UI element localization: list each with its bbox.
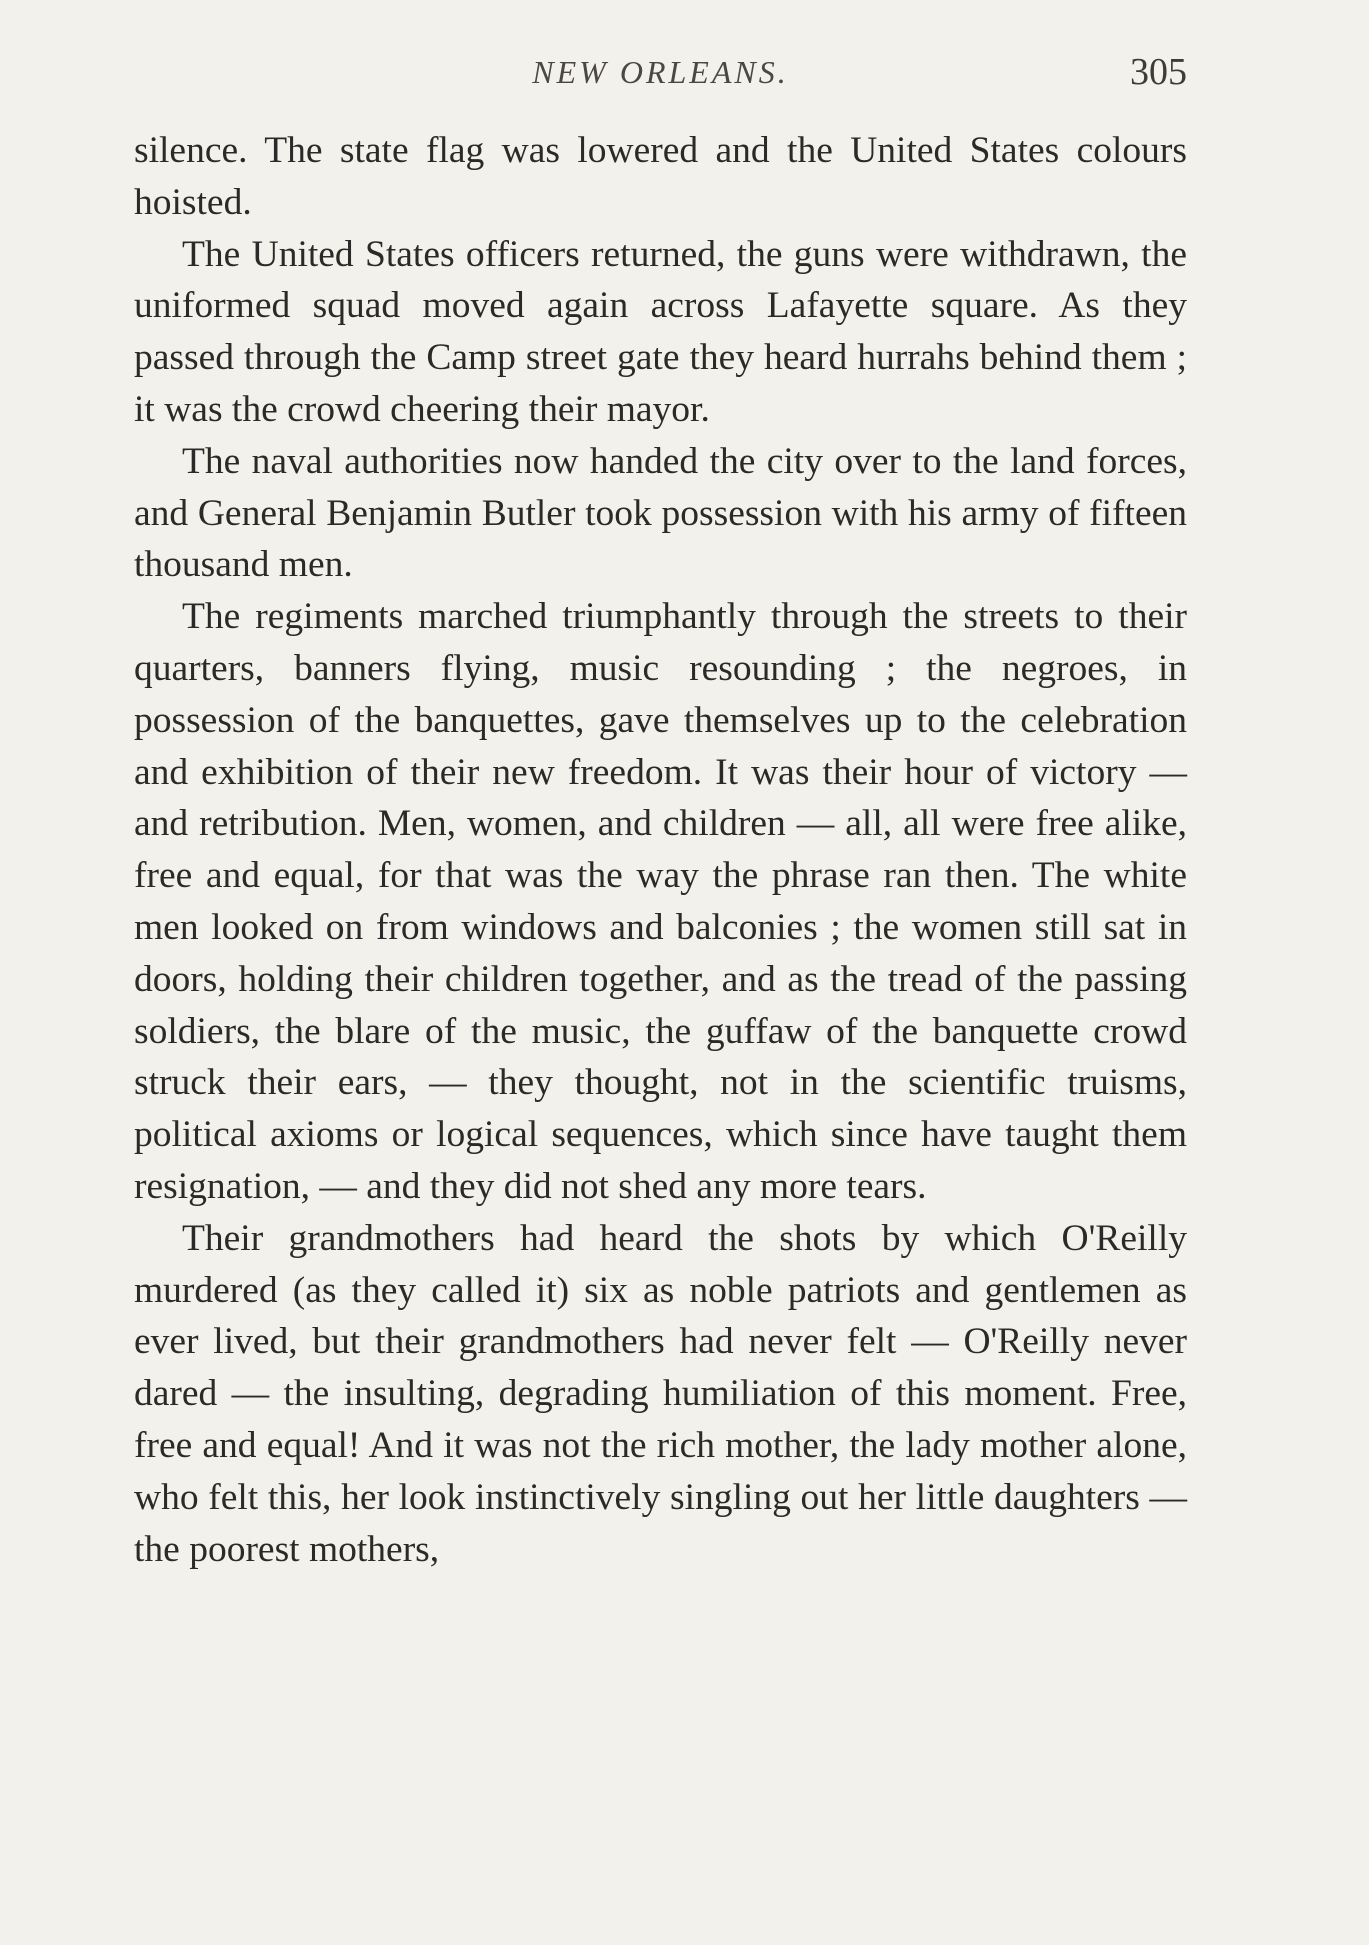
running-head [134, 50, 1187, 100]
running-title: NEW ORLEANS. [532, 54, 789, 90]
paragraph: The regiments marched triumphantly through the streets to their quarters, banners flying, music resounding ; the negroes, in possession of the banquettes, gave themselves up to the celebration and exhibition of their new freedom. It was their hour of victory — and retribution. Men, women, and children — all, all were free alike, free and equal, for that was the way the phrase ran then. The white men looked on from windows and balconies ; the women still sat in doors, holding their children together, and as the tread of the passing soldiers, the blare of the music, the guffaw of the banquette crowd struck their ears, — they thought, not in the scientific truisms, political axioms or logical sequences, which since have taught them resignation, — and they did not shed any more tears. [134, 596, 1187, 1207]
paragraph: The naval authorities now handed the city over to the land forces, and General Benjamin Butler took possession with his army of fifteen thousand men. [134, 440, 1187, 586]
paragraph: The United States officers returned, the guns were withdrawn, the uniformed squad moved again across Lafayette square. As they passed through the Camp street gate they heard hurrahs behind them ; it was the crowd cheering their mayor. [134, 233, 1187, 430]
page-number: 305 [1130, 51, 1187, 93]
body-text [134, 125, 1187, 1575]
paragraph-continuation: silence. The state flag was lowered and the United States colours hoisted. [134, 130, 1187, 223]
paragraph: Their grandmothers had heard the shots by which O'Reilly murdered (as they called it) six as noble patriots and gentlemen as ever lived, but their grandmothers had never felt — O'Reilly never dared — the insulting, degrading humiliation of this moment. Free, free and equal! And it was not the rich mother, the lady mother alone, who felt this, her look instinctively singling out her little daughters — the poorest mothers, [134, 1217, 1187, 1570]
